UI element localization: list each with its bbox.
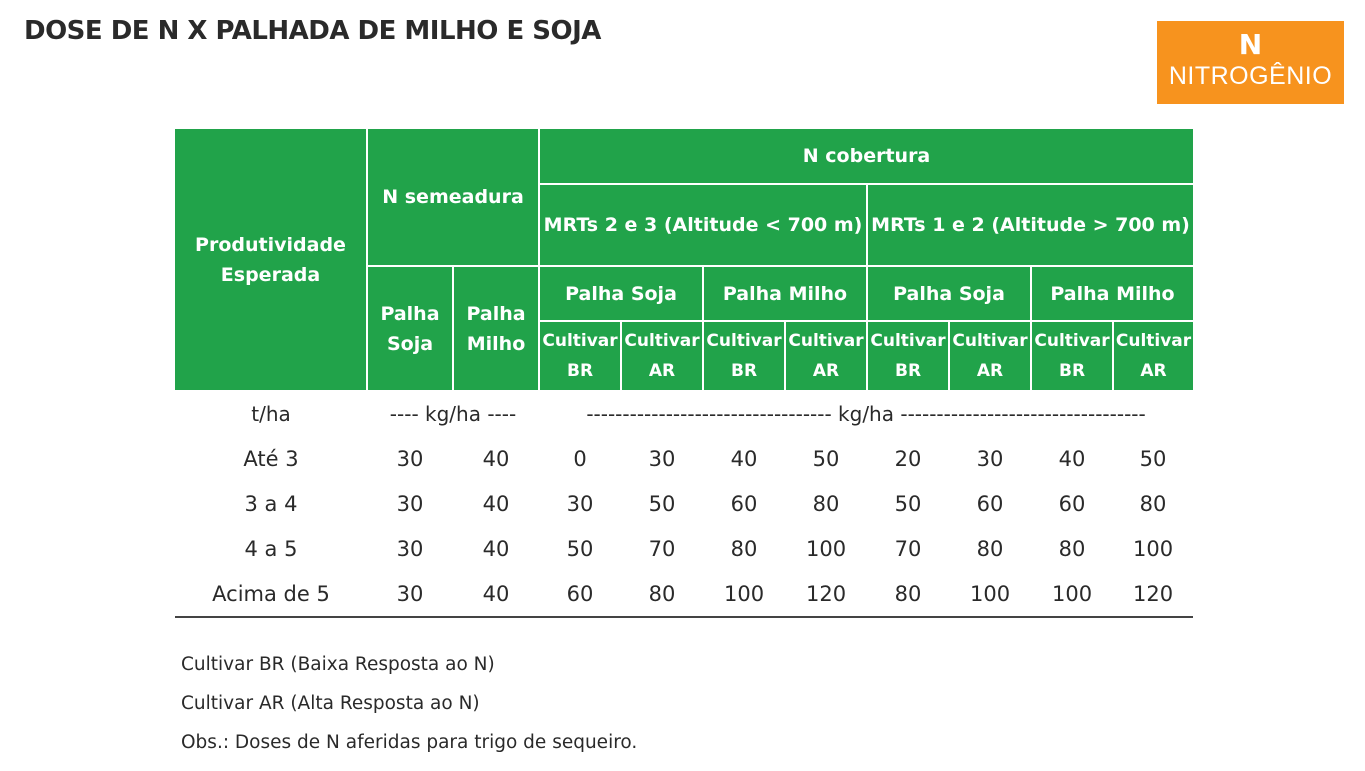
- table-cell: 70: [648, 536, 676, 561]
- row-label: Até 3: [243, 446, 299, 471]
- table-cell: 30: [976, 446, 1004, 471]
- cultivar-ar-header: Cultivar AR: [949, 321, 1031, 391]
- sowing-palha-soja-header: Palha Soja: [367, 266, 453, 391]
- table-cell: 30: [367, 571, 453, 617]
- table-cell: 30: [566, 491, 594, 516]
- table-cell: 100: [1031, 571, 1113, 617]
- mrt-high-header: MRTs 1 e 2 (Altitude > 700 m): [867, 184, 1193, 266]
- table-cell: 50: [648, 491, 676, 516]
- sowing-palha-milho-header: Palha Milho: [453, 266, 539, 391]
- table-cell: 80: [730, 536, 758, 561]
- cultivar-br-header: Cultivar BR: [539, 321, 621, 391]
- table-cell: 50: [894, 491, 922, 516]
- row-label: 3 a 4: [244, 491, 298, 516]
- table-row: [175, 526, 1193, 571]
- cultivar-ar-header: Cultivar AR: [1113, 321, 1193, 391]
- cultivar-ar-header: Cultivar AR: [621, 321, 703, 391]
- unit-sowing: ---- kg/ha ----: [389, 402, 517, 426]
- table-cell: 60: [1058, 491, 1086, 516]
- table-cell: 100: [949, 571, 1031, 617]
- table-cell: 80: [976, 536, 1004, 561]
- mrt-low-header: MRTs 2 e 3 (Altitude < 700 m): [539, 184, 867, 266]
- table-cell: 100: [703, 571, 785, 617]
- sowing-group-header: N semeadura: [367, 129, 539, 266]
- table-cell: 80: [1058, 536, 1086, 561]
- table-cell: 30: [396, 536, 424, 561]
- table-cell: 50: [566, 536, 594, 561]
- table-cell: 40: [482, 536, 510, 561]
- low-palha-soja-header: Palha Soja: [539, 266, 703, 321]
- badge-symbol: N: [1238, 28, 1263, 61]
- page-title: DOSE DE N X PALHADA DE MILHO E SOJA: [24, 16, 601, 46]
- note-cultivar-br: Cultivar BR (Baixa Resposta ao N): [181, 654, 495, 675]
- table-cell: 40: [482, 491, 510, 516]
- table-cell: 50: [812, 446, 840, 471]
- table-cell: 30: [648, 446, 676, 471]
- table-cell: 60: [539, 571, 621, 617]
- table-cell: 100: [1132, 536, 1174, 561]
- low-palha-milho-header: Palha Milho: [703, 266, 867, 321]
- col-productivity-header: Produtividade Esperada: [175, 129, 367, 391]
- table-row: [175, 481, 1193, 526]
- table-cell: 30: [396, 446, 424, 471]
- table-cell: 80: [867, 571, 949, 617]
- table-row: [175, 436, 1193, 481]
- note-cultivar-ar: Cultivar AR (Alta Resposta ao N): [181, 693, 480, 714]
- cultivar-br-header: Cultivar BR: [867, 321, 949, 391]
- units-row: [175, 391, 1193, 436]
- topdress-group-header: N cobertura: [539, 129, 1193, 184]
- high-palha-milho-header: Palha Milho: [1031, 266, 1193, 321]
- badge-name: NITROGÊNIO: [1168, 62, 1333, 90]
- table-cell: 80: [812, 491, 840, 516]
- note-obs: Obs.: Doses de N aferidas para trigo de sequeiro.: [181, 732, 638, 753]
- table-cell: 60: [976, 491, 1004, 516]
- table-cell: 40: [453, 571, 539, 617]
- table-cell: 50: [1139, 446, 1167, 471]
- table-row: [175, 571, 1193, 617]
- table-cell: 40: [730, 446, 758, 471]
- table-cell: 40: [482, 446, 510, 471]
- table-cell: 40: [1058, 446, 1086, 471]
- nitrogen-badge: [1157, 21, 1344, 104]
- unit-productivity: t/ha: [251, 402, 291, 426]
- table-cell: 70: [894, 536, 922, 561]
- cultivar-ar-header: Cultivar AR: [785, 321, 867, 391]
- cultivar-br-header: Cultivar BR: [1031, 321, 1113, 391]
- row-label: Acima de 5: [175, 571, 367, 617]
- table-cell: 80: [1139, 491, 1167, 516]
- row-label: 4 a 5: [244, 536, 298, 561]
- table-cell: 120: [785, 571, 867, 617]
- table-cell: 60: [730, 491, 758, 516]
- unit-topdress: ---------------------------------- kg/ha ----------------------------------: [586, 402, 1146, 426]
- table-cell: 80: [621, 571, 703, 617]
- footnotes: [181, 652, 637, 769]
- table-cell: 30: [396, 491, 424, 516]
- dose-table: [175, 129, 1193, 618]
- high-palha-soja-header: Palha Soja: [867, 266, 1031, 321]
- table-cell: 120: [1113, 571, 1193, 617]
- table-cell: 0: [573, 446, 587, 471]
- cultivar-br-header: Cultivar BR: [703, 321, 785, 391]
- table-cell: 100: [805, 536, 847, 561]
- table-cell: 20: [894, 446, 922, 471]
